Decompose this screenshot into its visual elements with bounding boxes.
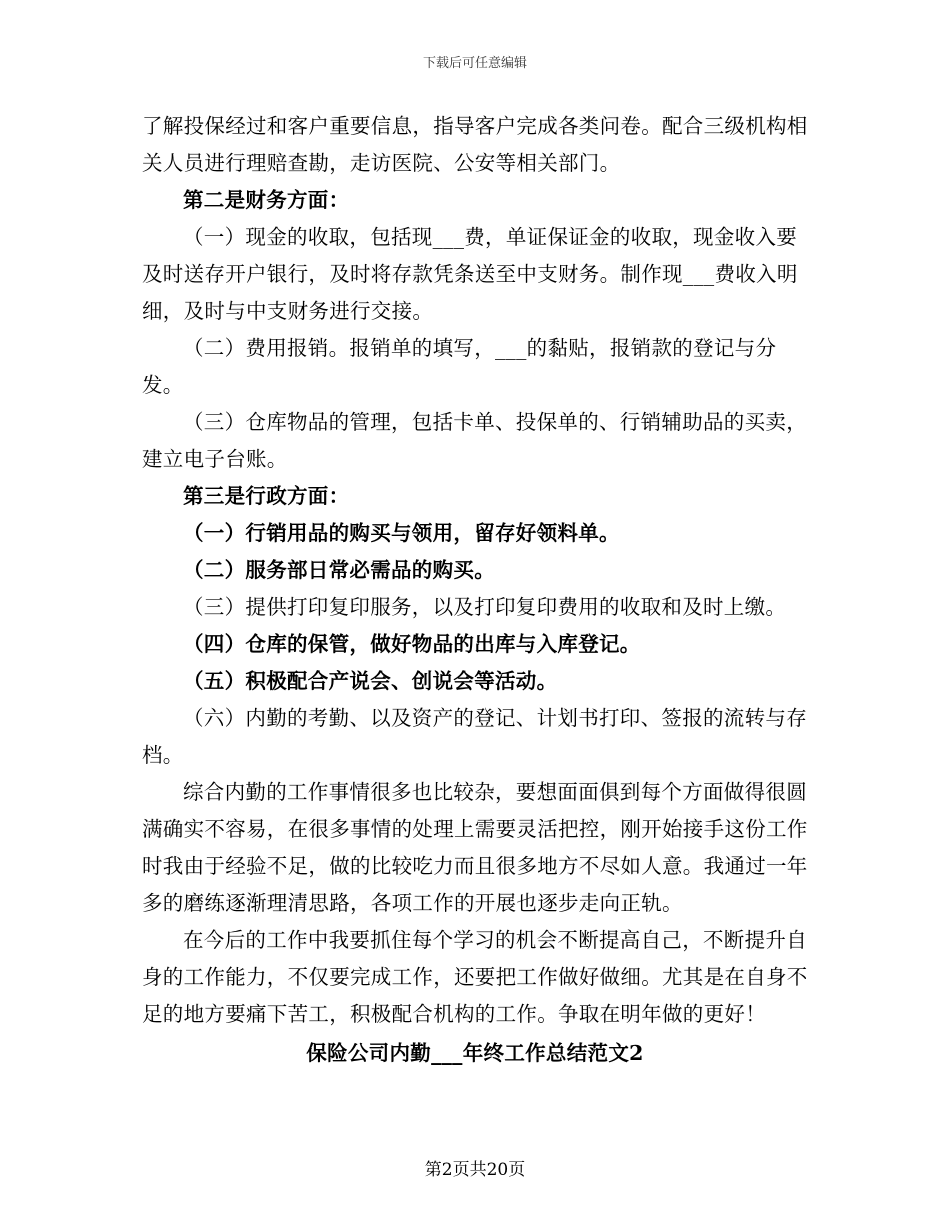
paragraph-admin-4: （四）仓库的保管，做好物品的出库与入库登记。 bbox=[183, 632, 641, 656]
paragraph-admin-6: （六）内勤的考勤、以及资产的登记、计划书打印、签报的流转与存档。 bbox=[142, 706, 807, 767]
paragraph-admin-3: （三）提供打印复印服务，以及打印复印费用的收取和及时上缴。 bbox=[183, 595, 787, 619]
heading-finance: 第二是财务方面： bbox=[183, 188, 350, 212]
paragraph-admin-1: （一）行销用品的购买与领用，留存好领料单。 bbox=[183, 521, 620, 545]
paragraph-finance-1: （一）现金的收取，包括现___费，单证保证金的收取，现金收入要及时送存开户银行，及时将存款凭条送至中支财务。制作现___费收入明细，及时与中支财务进行交接。 bbox=[142, 225, 798, 323]
heading-admin: 第三是行政方面： bbox=[183, 484, 350, 508]
paragraph-admin-2: （二）服务部日常必需品的购买。 bbox=[183, 558, 495, 582]
paragraph-outlook: 在今后的工作中我要抓住每个学习的机会不断提高自己，不断提升自身的工作能力，不仅要完成工作，还要把工作做好做细。尤其是在自身不足的地方要痛下苦工，积极配合机构的工作。争取在明年做的更好！ bbox=[142, 928, 808, 1026]
section-title: 保险公司内勤___年终工作总结范文2 bbox=[306, 1041, 644, 1065]
page-header: 下载后可任意编辑 bbox=[422, 56, 527, 71]
paragraph-summary: 综合内勤的工作事情很多也比较杂，要想面面俱到每个方面做得很圆满确实不容易，在很多事情的处理上需要灵活把控，刚开始接手这份工作时我由于经验不足，做的比较吃力而且很多地方不尽如人意。我通过一年多的磨练逐渐理清思路，各项工作的开展也逐步走向正轨。 bbox=[142, 780, 808, 915]
paragraph-intro-continued: 了解投保经过和客户重要信息，指导客户完成各类问卷。配合三级机构相关人员进行理赔查勘，走访医院、公安等相关部门。 bbox=[142, 114, 808, 175]
paragraph-admin-5: （五）积极配合产说会、创说会等活动。 bbox=[183, 669, 558, 693]
page-footer: 第2页共20页 bbox=[424, 1160, 526, 1180]
paragraph-finance-3: （三）仓库物品的管理，包括卡单、投保单的、行销辅助品的买卖，建立电子台账。 bbox=[142, 410, 807, 471]
document-body bbox=[142, 108, 808, 1072]
paragraph-finance-2: （二）费用报销。报销单的填写，___的黏贴，报销款的登记与分发。 bbox=[142, 336, 777, 397]
